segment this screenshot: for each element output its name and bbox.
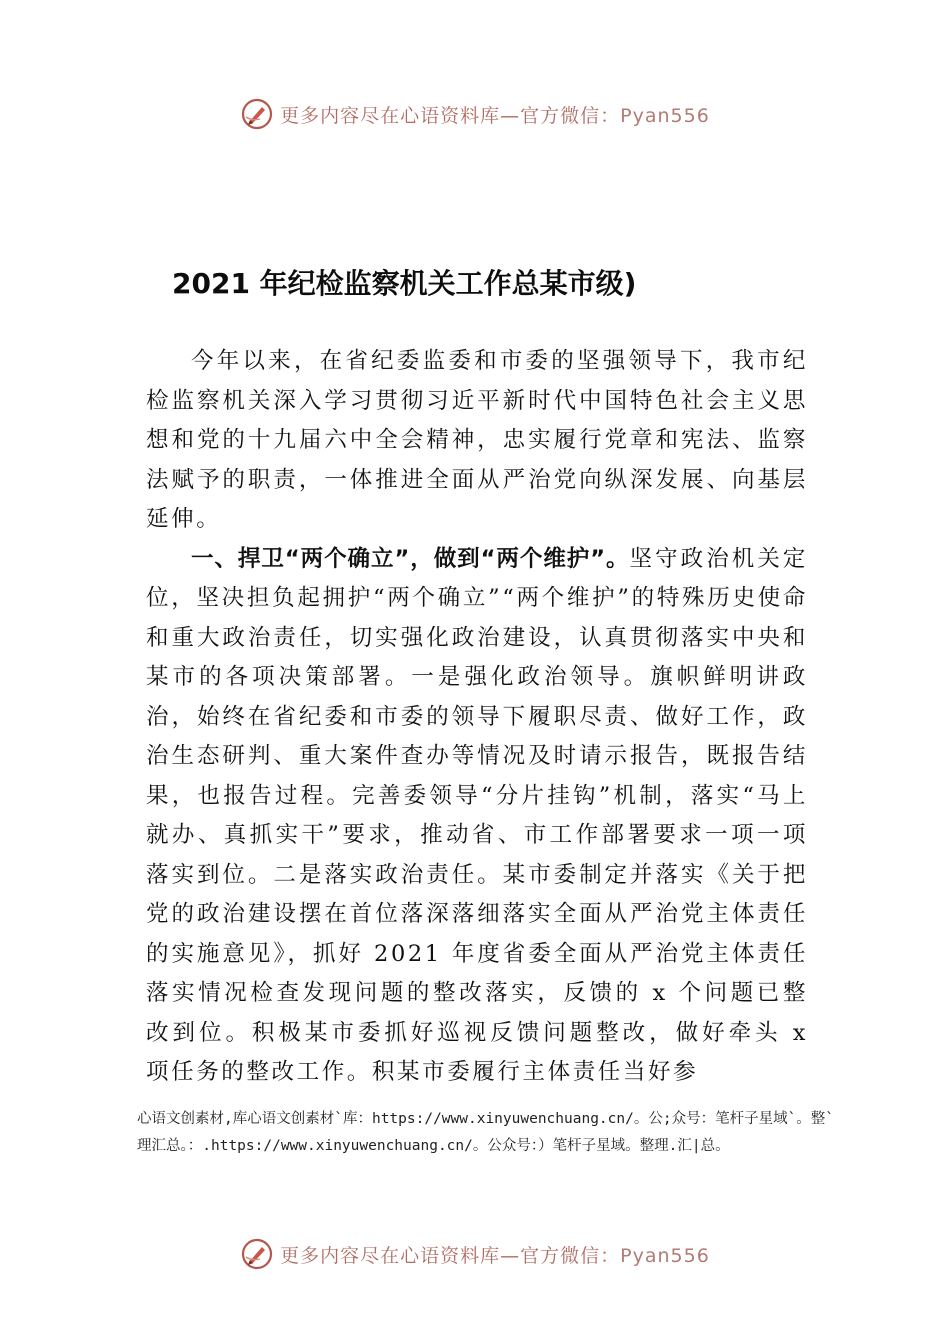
pen-circle-logo-icon bbox=[240, 1237, 274, 1271]
section-1-paragraph bbox=[146, 540, 808, 1093]
section-1-body: 坚守政治机关定位，坚决担负起拥护“两个确立”“两个维护”的特殊历史使命和重大政治责任，切实强化政治建设，认真贯彻落实中央和某市的各项决策部署。一是强化政治领导。旗帜鲜明讲政治，始终在省纪委和市委的领导下履职尽责、做好工作，政治生态研判、重大案件查办等情况及时请示报告，既报告结果，也报告过程。完善委领导“分片挂钩”机制，落实“马上就办、真抓实干”要求，推动省、市工作部署要求一项一项落实到位。二是落实政治责任。某市委制定并落实《关于把党的政治建设摆在首位落深落细落实全面从严治党主体责任的实施意见》，抓好 2021 年度省委全面从严治党主体责任落实情况检查发现问题的整改落实，反馈的 x 个问题已整改到位。积极某市委抓好巡视反馈问题整改，做好牵头 x 项任务的整改工作。积某市委履行主体责任当好参 bbox=[146, 545, 809, 1085]
header-banner bbox=[0, 94, 950, 134]
intro-paragraph: 今年以来，在省纪委监委和市委的坚强领导下，我市纪检监察机关深入学习贯彻习近平新时代中国特色社会主义思想和党的十九届六中全会精神，忠实履行党章和宪法、监察法赋予的职责，一体推进全面从严治党向纵深发展、向基层延伸。 bbox=[146, 348, 808, 532]
banner-wechat-id: Pyan556 bbox=[620, 1244, 710, 1267]
footer-banner bbox=[0, 1234, 950, 1274]
document-body bbox=[146, 342, 808, 1093]
section-1-heading: 一、捍卫“两个确立”，做到“两个维护”。 bbox=[191, 545, 630, 572]
banner-wechat-id: Pyan556 bbox=[620, 104, 710, 127]
banner-text: 更多内容尽在心语资料库—官方微信： bbox=[280, 1244, 621, 1267]
pen-circle-logo-icon bbox=[240, 97, 274, 131]
source-note: 心语文创素材,库心语文创素材`库：https://www.xinyuwenchuang.cn/。公;众号：笔杆子星域`。整`理汇总。：.https://www.xinyuwenchuang.cn/。公众号：）笔杆子星域。整理.汇|总。 bbox=[137, 1111, 835, 1154]
document-title: 2021 年纪检监察机关工作总某市级) bbox=[172, 267, 637, 300]
banner-text: 更多内容尽在心语资料库—官方微信： bbox=[280, 104, 621, 127]
